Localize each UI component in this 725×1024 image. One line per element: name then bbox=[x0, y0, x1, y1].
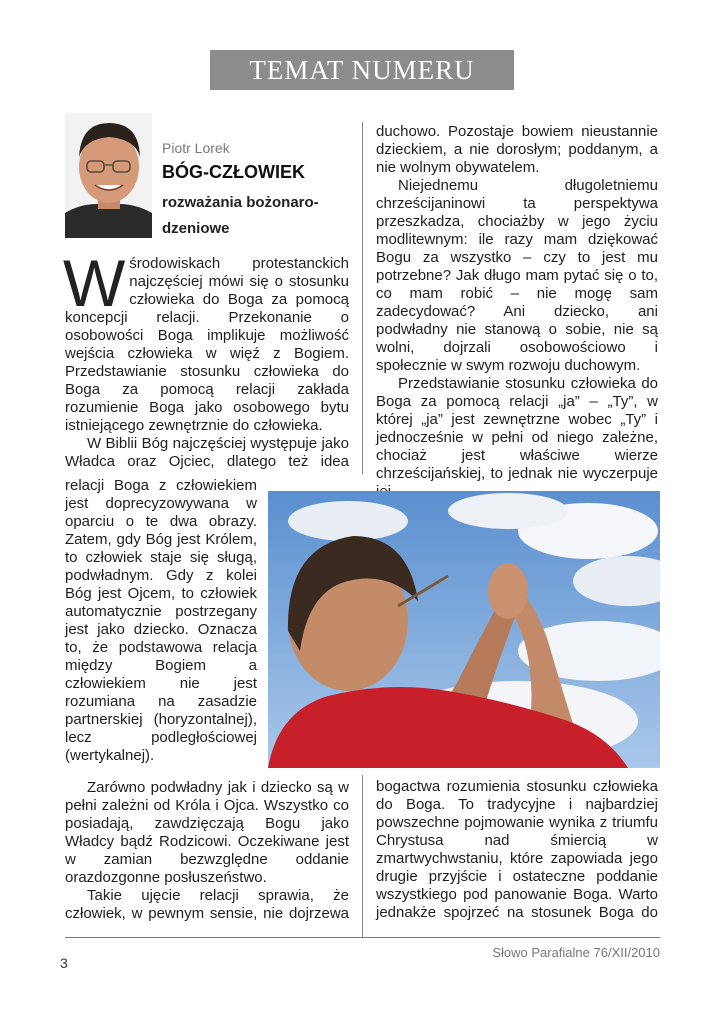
article-title: BÓG-CZŁOWIEK bbox=[162, 162, 305, 182]
author-portrait bbox=[65, 113, 152, 238]
paragraph: Zarówno podwładny jak i dziecko są w pełni zależni od Króla i Ojca. Wszystko co posiadają, zawdzięczają Bogu jako Władcy bądź Rodzicowi. Oczekiwane jest w zamian bezwzględne oddanie orazdozgonne posłuszeństwo. bbox=[65, 779, 349, 886]
body-column-left-top bbox=[63, 246, 349, 471]
paragraph: Przedstawianie stosunku człowieka do Boga za pomocą relacji „ja” – „Ty”, w której „ja” jest zewnętrzne wobec „Ty” i jednocześnie w pełni od niego zależne, chociaż jest właściwe wierze chrześcijańskiej, to jednak nie wyczerpuje bbox=[376, 375, 658, 482]
drop-cap: W bbox=[63, 246, 126, 320]
paragraph: W Biblii Bóg najczęściej występuje jako Władca oraz Ojciec, dlatego też idea bbox=[65, 435, 349, 470]
article-subtitle: rozważania bożonaro-dzeniowe bbox=[162, 194, 319, 237]
body-column-left-bottom bbox=[65, 779, 349, 923]
praying-man-photo bbox=[268, 491, 660, 768]
author-name: Piotr Lorek bbox=[162, 140, 230, 156]
paragraph: duchowo. Pozostaje bowiem nieustannie dzieckiem, a nie dorosłym; poddanym, a nie wolnym obywatelem. bbox=[376, 123, 658, 176]
column-divider bbox=[362, 775, 363, 937]
body-column-right-bottom bbox=[376, 778, 658, 922]
section-banner: TEMAT NUMERU bbox=[210, 50, 514, 90]
paragraph: środowiskach protestanckich najczęściej mówi się o stosunku człowieka do Boga za pomocą koncepcji relacji. Przekonanie o osobowości Boga implikuje możliwość wejścia człowieka w więź z Bogiem. Przedstawianie stosunku człowieka do Boga za pomocą relacji zakłada rozumienie Boga jako osobowego bytu istniejącego zewnętrznie do człowieka. bbox=[65, 255, 349, 434]
publication-info: Słowo Parafialne 76/XII/2010 bbox=[492, 945, 660, 960]
body-column-right-top bbox=[376, 123, 658, 501]
paragraph: relacji Boga z człowiekiem jest doprecyzowywana w oparciu o te dwa obrazy. Zatem, gdy Bóg jest Królem, to człowiek staje się sługą, podwładnym. Gdy z kolei Bóg jest Ojcem, to człowiek automatycznie postrzegany jest jako dziecko. Oznacza to, że podstawowa relacja między Bogiem a człowiekiem nie jest rozumiana na zasadzie partnerskiej (horyzontalnej), lecz podległościowej (wertykalnej). bbox=[65, 477, 257, 764]
paragraph: Niejednemu długoletniemu chrześcijaninowi ta perspektywa przeszkadza, chociażby w jego życiu modlitewnym: ile razy mam dziękować Bogu za wszystko – czy to jest mu potrzebne? Jak długo mam pytać się o to, co mam robić – nie mogę sam zadecydować? Ani dziecko, ani podwładny nie stanową o sobie, nie są wolni, dojrzali osobowościowo i społecznie w swym rozwoju duchowym. bbox=[376, 177, 658, 374]
paragraph: Takie ujęcie relacji sprawia, że człowiek, w pewnym sensie, nie dojrzewa bbox=[65, 887, 349, 922]
column-divider bbox=[362, 122, 363, 474]
page-number: 3 bbox=[60, 955, 68, 971]
body-column-left-narrow bbox=[65, 477, 257, 765]
paragraph: bogactwa rozumienia stosunku człowieka do Boga. To tradycyjne i najbardziej powszechne pojmowanie wynika z triumfu Chrystusa nad śmiercią w zmartwychwstaniu, które zapowiada jego drugie przyjście i ostateczne poddanie wszystkiego pod panowanie Boga. Warto jednakże spojrzeć na stosunek Boga do bbox=[376, 778, 658, 921]
footer-rule bbox=[65, 937, 660, 938]
